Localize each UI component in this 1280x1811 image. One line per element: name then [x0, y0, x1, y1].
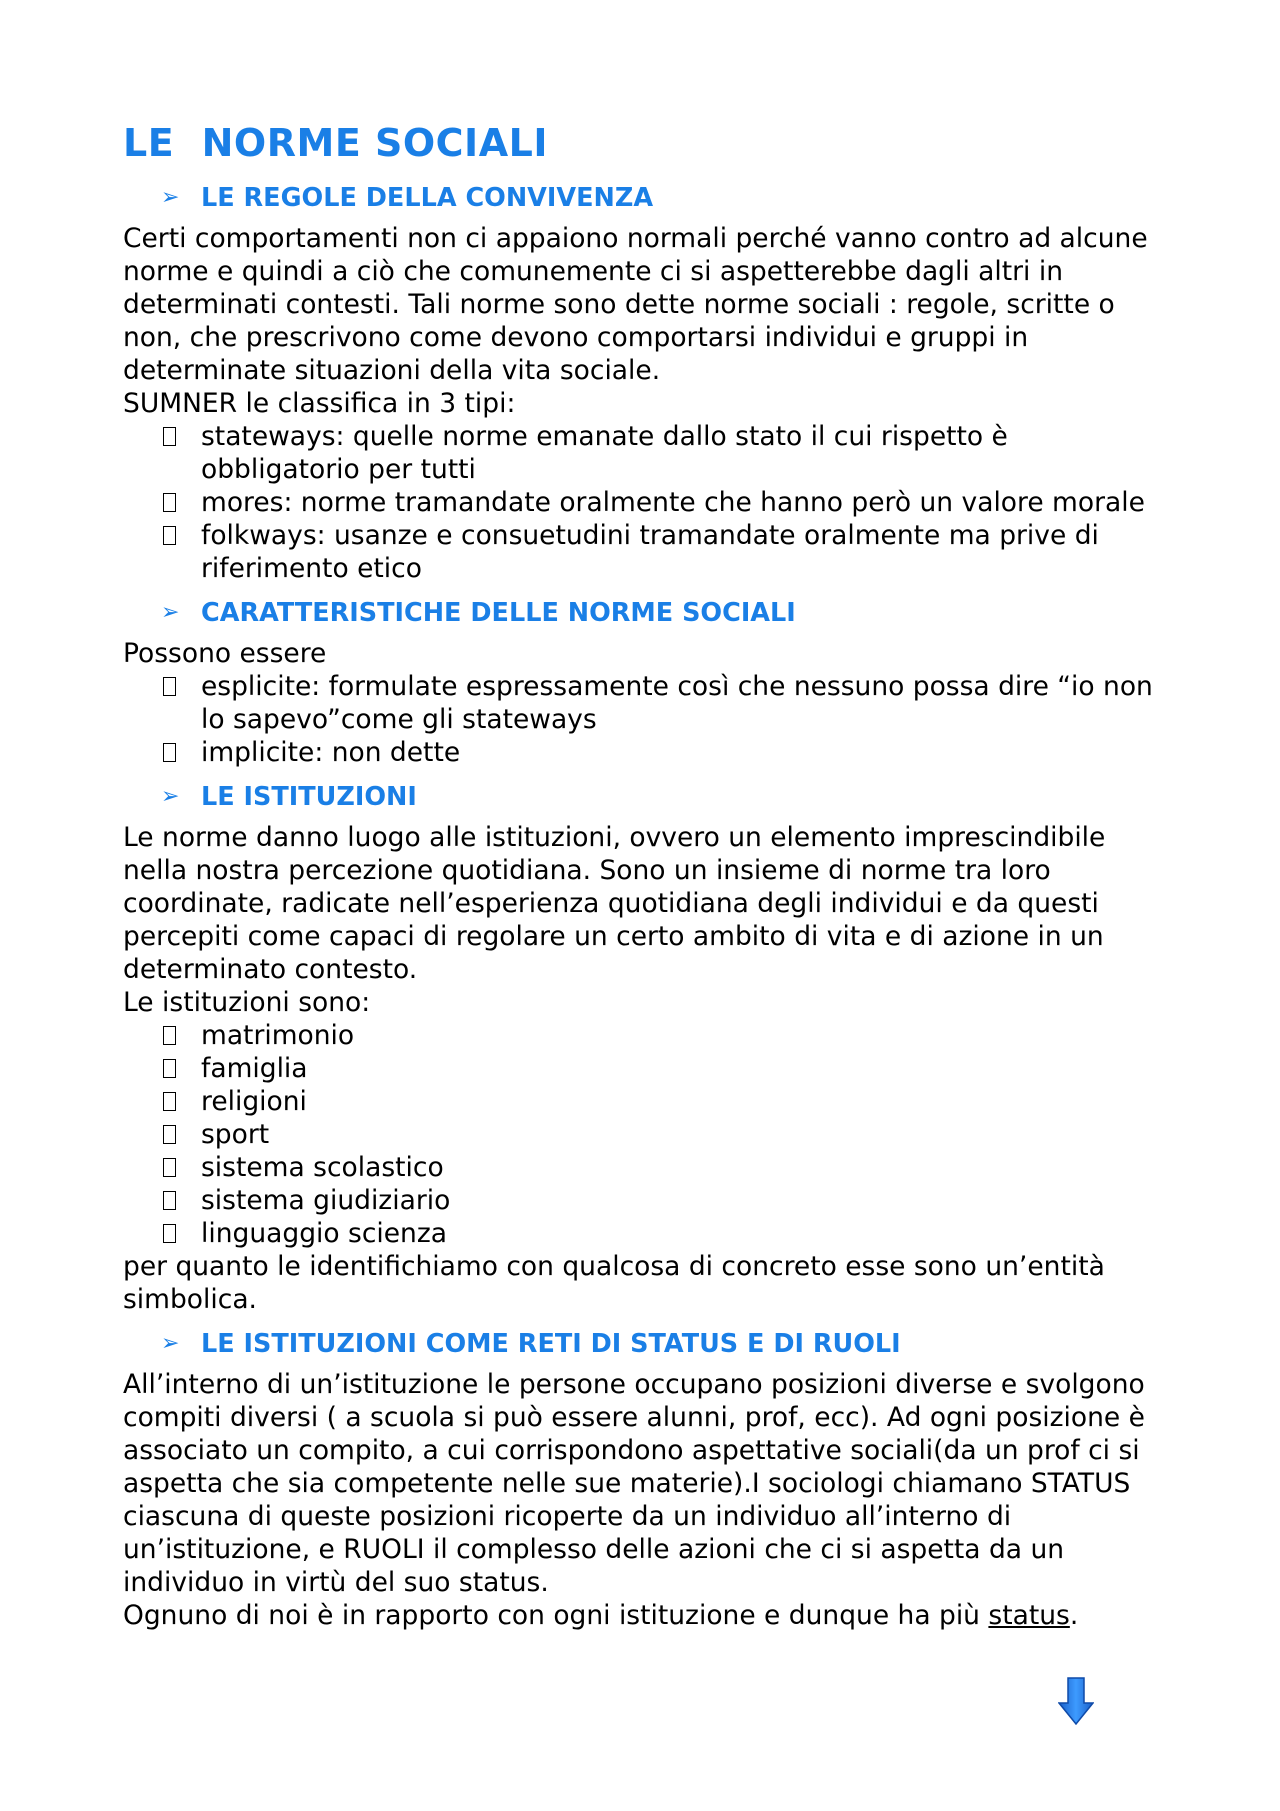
checkbox-bullet-icon — [163, 519, 201, 552]
checkbox-bullet-icon — [163, 736, 201, 769]
status-link[interactable]: status — [988, 1600, 1070, 1631]
paragraph: All’interno di un’istituzione le persone occupano posizioni diverse e svolgono compiti diversi ( a scuola si può essere alunni, prof, ecc). Ad ogni posizione è associato un compito, a cui corrispondono aspettative sociali(da un prof ci si aspetta che sia competente nelle sue materie).I sociologi chiamano STATUS ciascuna di queste posizioni ricoperte da un individuo all’interno di un’istituzione, e RUOLI il complesso delle azioni che ci si aspetta da un individuo in virtù del suo status. — [123, 1369, 1145, 1598]
bullet-list — [123, 670, 1173, 769]
document-page — [123, 118, 1173, 1642]
list-item: famiglia — [123, 1052, 1173, 1085]
list-intro: Le istituzioni sono: — [123, 987, 371, 1018]
checkbox-bullet-icon — [163, 670, 201, 703]
checkbox-bullet-icon — [163, 1151, 201, 1184]
list-item: folkways: usanze e consuetudini tramandate oralmente ma prive di riferimento etico — [123, 519, 1173, 585]
list-item: stateways: quelle norme emanate dallo stato il cui rispetto è obbligatorio per tutti — [123, 420, 1173, 486]
paragraph: Certi comportamenti non ci appaiono normali perché vanno contro ad alcune norme e quindi a ciò che comunemente ci si aspetterebbe dagli altri in determinati contesti. Tali norme sono dette norme sociali : regole, scritte o non, che prescrivono come devono comportarsi individui e gruppi in determinate situazioni della vita sociale. — [123, 223, 1148, 386]
paragraph: Le norme danno luogo alle istituzioni, ovvero un elemento imprescindibile nella nostra percezione quotidiana. Sono un insieme di norme tra loro coordinate, radicate nell’esperienza quotidiana degli individui e da questi percepiti come capaci di regolare un certo ambito di vita e di azione in un determinato contesto. — [123, 822, 1106, 985]
section-heading — [161, 779, 1173, 815]
arrow-bullet-icon: ➢ — [161, 600, 180, 625]
last-line: Ognuno di noi è in rapporto con ogni istituzione e dunque ha più status. — [123, 1600, 1079, 1631]
list-intro: Possono essere — [123, 638, 327, 669]
arrow-bullet-icon: ➢ — [161, 185, 180, 210]
checkbox-bullet-icon — [163, 1184, 201, 1217]
section-heading — [161, 1326, 1173, 1362]
down-arrow-icon[interactable] — [1058, 1677, 1094, 1725]
section-heading-text: LE ISTITUZIONI COME RETI DI STATUS E DI RUOLI — [201, 1329, 901, 1359]
list-item: linguaggio scienza — [123, 1217, 1173, 1250]
bullet-list — [123, 420, 1173, 585]
section-heading — [161, 180, 1173, 216]
checkbox-bullet-icon — [163, 1019, 201, 1052]
arrow-bullet-icon: ➢ — [161, 784, 180, 809]
checkbox-bullet-icon — [163, 1052, 201, 1085]
checkbox-bullet-icon — [163, 1085, 201, 1118]
closing-paragraph: per quanto le identifichiamo con qualcosa di concreto esse sono un’entità simbolica. — [123, 1251, 1105, 1315]
section-heading-text: LE REGOLE DELLA CONVIVENZA — [201, 183, 654, 213]
checkbox-bullet-icon — [163, 1118, 201, 1151]
list-intro: SUMNER le classifica in 3 tipi: — [123, 388, 516, 419]
arrow-bullet-icon: ➢ — [161, 1331, 180, 1356]
checkbox-bullet-icon — [163, 1217, 201, 1250]
section-heading — [161, 595, 1173, 631]
section-heading-text: CARATTERISTICHE DELLE NORME SOCIALI — [201, 598, 796, 628]
section-caratteristiche — [123, 595, 1173, 769]
checkbox-bullet-icon — [163, 420, 201, 453]
section-regole — [123, 180, 1173, 585]
section-reti-status — [123, 1326, 1173, 1632]
bullet-list — [123, 1019, 1173, 1250]
list-item: religioni — [123, 1085, 1173, 1118]
list-item: mores: norme tramandate oralmente che hanno però un valore morale — [123, 486, 1173, 519]
list-item: sport — [123, 1118, 1173, 1151]
list-item: esplicite: formulate espressamente così che nessuno possa dire “io non lo sapevo”come gli stateways — [123, 670, 1173, 736]
list-item: sistema giudiziario — [123, 1184, 1173, 1217]
page-title: LE NORME SOCIALI — [123, 121, 548, 165]
list-item: sistema scolastico — [123, 1151, 1173, 1184]
checkbox-bullet-icon — [163, 486, 201, 519]
section-istituzioni — [123, 779, 1173, 1316]
section-heading-text: LE ISTITUZIONI — [201, 782, 417, 812]
list-item: matrimonio — [123, 1019, 1173, 1052]
list-item: implicite: non dette — [123, 736, 1173, 769]
